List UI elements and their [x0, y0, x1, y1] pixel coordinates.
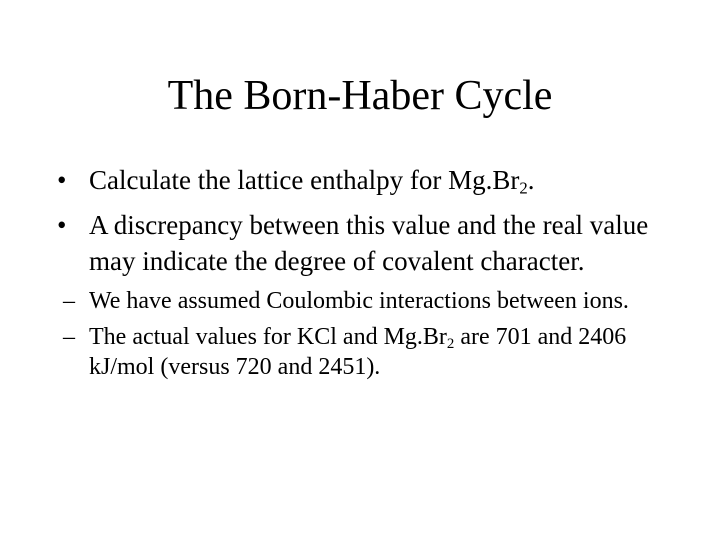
sub-bullet-marker: –	[63, 324, 75, 350]
subscript: 2	[519, 178, 528, 198]
sub-bullet-item	[59, 322, 695, 382]
bullet-text-part: .	[527, 165, 535, 195]
sub-bullet-list	[59, 286, 695, 382]
sub-bullet-text	[89, 324, 626, 380]
sub-bullet-text-part: are 701 and 2406 kJ/mol (versus 720 and 2451).	[89, 324, 627, 380]
bullet-text: A discrepancy between this value and the real value may indicate the degree of covalent character.	[89, 210, 649, 276]
subscript: 2	[446, 336, 455, 353]
bullet-text	[89, 165, 535, 198]
sub-bullet-item	[59, 286, 695, 316]
bullet-text-part: Calculate the lattice enthalpy for Mg.Br	[89, 165, 520, 195]
sub-bullet-marker: –	[63, 288, 75, 314]
bullet-item	[55, 207, 695, 279]
slide-title: The Born-Haber Cycle	[167, 73, 553, 119]
sub-bullet-text: We have assumed Coulombic interactions between ions.	[89, 288, 629, 314]
bullet-item	[55, 162, 695, 198]
bullet-marker: •	[57, 165, 67, 195]
bullet-marker: •	[57, 210, 67, 240]
bullet-list	[55, 162, 695, 382]
sub-bullet-text-part: The actual values for KCl and Mg.Br	[89, 324, 447, 350]
